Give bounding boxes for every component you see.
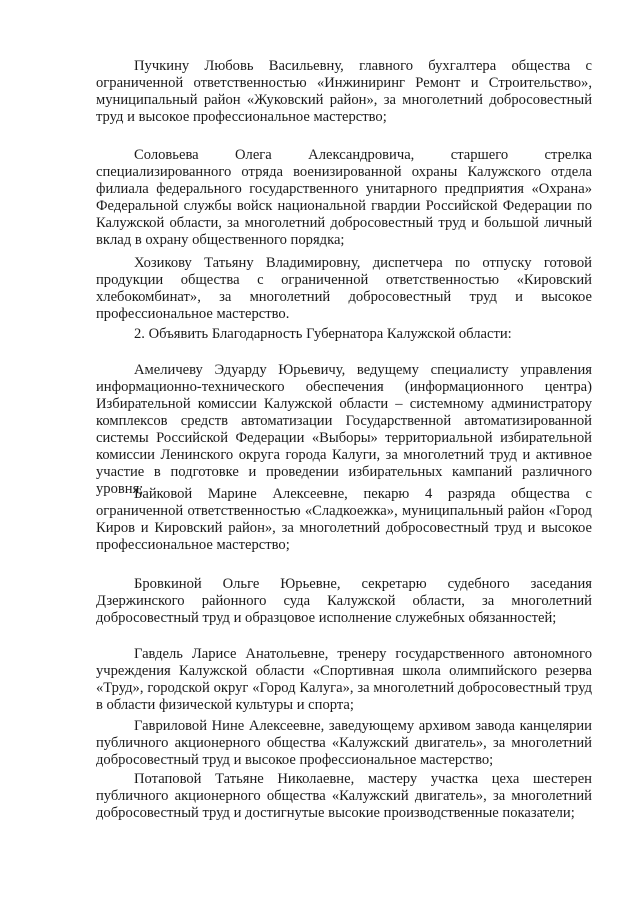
section-heading-gratitude: 2. Объявить Благодарность Губернатора Калужской области: — [134, 326, 512, 342]
gratitude-paragraph-gavdel: Гавдель Ларисе Анатольевне, тренеру государственного автономного учреждения Калужской области «Спортивная школа олимпийского резерва «Труд», городской округ «Город Калуга», за многолетний добросовестный труд в области физической культуры и спорта; — [96, 646, 592, 713]
gratitude-paragraph-gavrilova: Гавриловой Нине Алексеевне, заведующему архивом завода канцелярии публичного акционерного общества «Калужский двигатель», за многолетний добросовестный труд и высокое профессиональное мастерство; — [96, 718, 592, 768]
gratitude-paragraph-brovkina: Бровкиной Ольге Юрьевне, секретарю судебного заседания Дзержинского районного суда Калужской области, за многолетний добросовестный труд и образцовое исполнение служебных обязанностей; — [96, 576, 592, 626]
award-paragraph-solovyev: Соловьева Олега Александровича, старшего стрелка специализированного отряда военизированной охраны Калужского отдела филиала федерального государственного унитарного предприятия «Охрана» Федеральной службы войск национальной гвардии Российской Федерации по Калужской области, за многолетний добросовестный труд и большой личный вклад в охрану общественного порядка; — [96, 147, 592, 248]
gratitude-paragraph-baykova: Байковой Марине Алексеевне, пекарю 4 разряда общества с ограниченной ответственностью «Сладкоежка», муниципальный район «Город Киров и Кировский район», за многолетний добросовестный труд и высокое профессиональное мастерство; — [96, 486, 592, 553]
gratitude-paragraph-potapova: Потаповой Татьяне Николаевне, мастеру участка цеха шестерен публичного акционерного общества «Калужский двигатель», за многолетний добросовестный труд и достигнутые высокие производственные показатели; — [96, 771, 592, 821]
award-paragraph-khozikova: Хозикову Татьяну Владимировну, диспетчера по отпуску готовой продукции общества с ограниченной ответственностью «Кировский хлебокомбинат», за многолетний добросовестный труд и высокое профессиональное мастерство. — [96, 255, 592, 322]
gratitude-paragraph-amelichev: Амеличеву Эдуарду Юрьевичу, ведущему специалисту управления информационно-технического обеспечения (информационного центра) Избирательной комиссии Калужской области – системному администратору комплексов средств автоматизации Государственной автоматизированной системы Российской Федерации «Выборы» территориальной избирательной комиссии Ленинского округа города Калуги, за многолетний труд и активное участие в подготовке и проведении избирательных кампаний различного уровня; — [96, 362, 592, 497]
award-paragraph-puchkina: Пучкину Любовь Васильевну, главного бухгалтера общества с ограниченной ответственностью «Инжиниринг Ремонт и Строительство», муниципальный район «Жуковский район», за многолетний добросовестный труд и высокое профессиональное мастерство; — [96, 58, 592, 125]
